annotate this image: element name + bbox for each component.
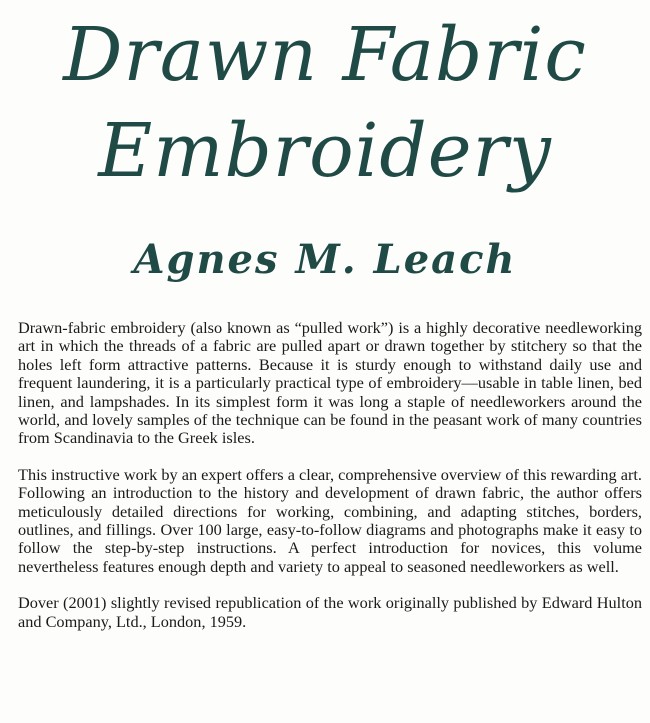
publication-note: Dover (2001) slightly revised republication of the work originally published by Edward Hulton and Company, Ltd., London, 1959. — [18, 593, 642, 631]
description-paragraph-2: This instructive work by an expert offers a clear, comprehensive overview of this rewarding art. Following an introduction to the history and development of drawn fabric, the author offers meticulously detailed directions for working, combining, and adapting stitches, borders, outlines, and fillings. Over 100 large, easy-to-follow diagrams and photographs make it easy to follow the step-by-step instructions. A perfect introduction for novices, this volume nevertheless features enough depth and variety to appeal to seasoned needleworkers as well. — [18, 464, 642, 576]
description-paragraph-1: Drawn-fabric embroidery (also known as “pulled work”) is a highly decorative needleworking art in which the threads of a fabric are pulled apart or drawn together by stitchery so that the holes left form attractive patterns. Because it is sturdy enough to withstand daily use and frequent laundering, it is a particularly practical type of embroidery—usable in table linen, bed linen, and lampshades. In its simplest form it was long a staple of needleworkers around the world, and lovely samples of the technique can be found in the peasant work of many countries from Scandinavia to the Greek isles. — [18, 318, 642, 448]
book-author: Agnes M. Leach — [133, 236, 517, 283]
book-title-line-1: Drawn Fabric — [63, 12, 587, 98]
book-title-line-2: Embroidery — [98, 108, 552, 194]
book-description — [18, 319, 642, 649]
